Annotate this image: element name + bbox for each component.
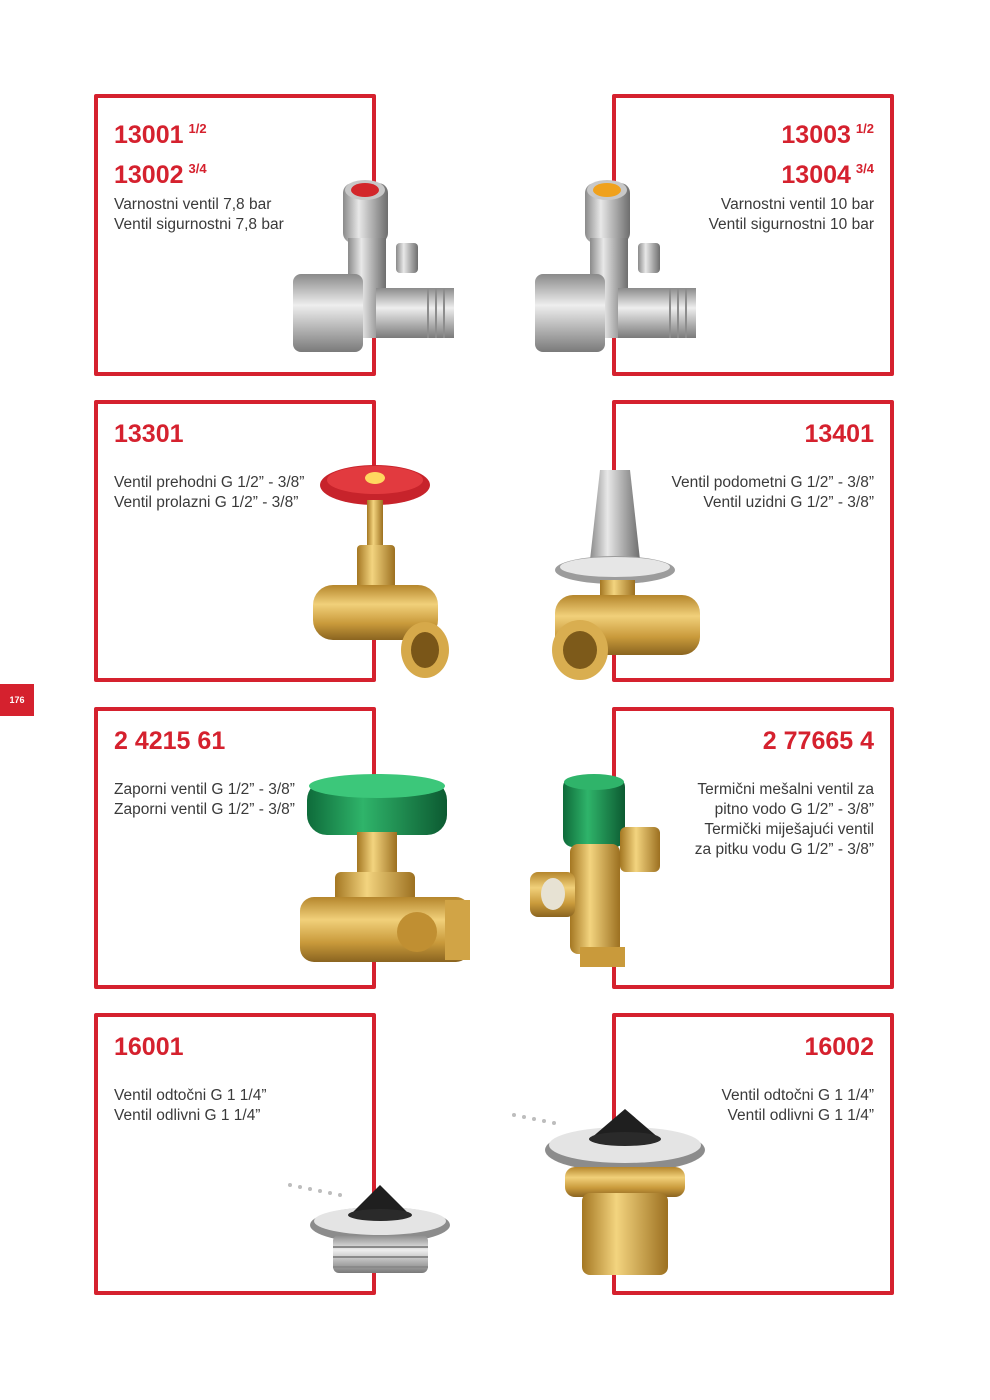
page-number: 176 <box>9 695 25 705</box>
product-description: Ventil odtočni G 1 1/4” Ventil odlivni G 1 1/4” <box>114 1087 267 1124</box>
product-codes <box>114 418 184 451</box>
product-code: 13401 <box>804 420 874 448</box>
product-code: 13003 $^{1/2}$ <box>781 121 874 149</box>
product-description: Termični mešalni ventil za pitno vodo G 1/2” - 3/8” Termički miješajući ventil za pitku vodu G 1/2” - 3/8” <box>694 781 874 858</box>
page-number-tab <box>0 684 34 716</box>
product-codes <box>114 725 225 758</box>
product-code: 13002 $^{3/4}$ <box>114 161 207 189</box>
product-description: Varnostni ventil 10 bar Ventil sigurnostni 10 bar <box>708 196 874 233</box>
product-code: 13001 $^{1/2}$ <box>114 121 207 149</box>
product-code: 16001 <box>114 1033 184 1061</box>
product-codes <box>804 418 874 451</box>
shutoff-valve-green-handle-icon <box>295 772 475 972</box>
product-code: 13301 <box>114 420 184 448</box>
concealed-valve-chrome-icon <box>545 465 705 685</box>
product-code: 13004 $^{3/4}$ <box>781 161 874 189</box>
product-codes <box>114 1031 184 1064</box>
product-codes <box>114 112 207 192</box>
product-code: 2 4215 61 <box>114 727 226 755</box>
product-code: 16002 <box>804 1033 874 1061</box>
drain-valve-long-icon <box>510 1105 710 1285</box>
safety-valve-orange-cap-icon <box>530 178 700 358</box>
thermostatic-mixing-valve-icon <box>525 772 675 972</box>
product-description: Zaporni ventil G 1/2” - 3/8” Zaporni ventil G 1/2” - 3/8” <box>114 781 295 818</box>
product-description: Ventil odtočni G 1 1/4” Ventil odlivni G 1 1/4” <box>721 1087 874 1124</box>
safety-valve-red-cap-icon <box>288 178 458 358</box>
product-codes <box>804 1031 874 1064</box>
product-description: Ventil prehodni G 1/2” - 3/8” Ventil prolazni G 1/2” - 3/8” <box>114 474 305 511</box>
drain-valve-short-icon <box>285 1175 455 1280</box>
product-description: Varnostni ventil 7,8 bar Ventil sigurnostni 7,8 bar <box>114 196 284 233</box>
product-code: 2 77665 4 <box>762 727 874 755</box>
product-codes <box>781 112 874 192</box>
product-description: Ventil podometni G 1/2” - 3/8” Ventil uzidni G 1/2” - 3/8” <box>671 474 874 511</box>
globe-valve-red-handwheel-icon <box>305 460 455 690</box>
product-codes <box>763 725 874 758</box>
